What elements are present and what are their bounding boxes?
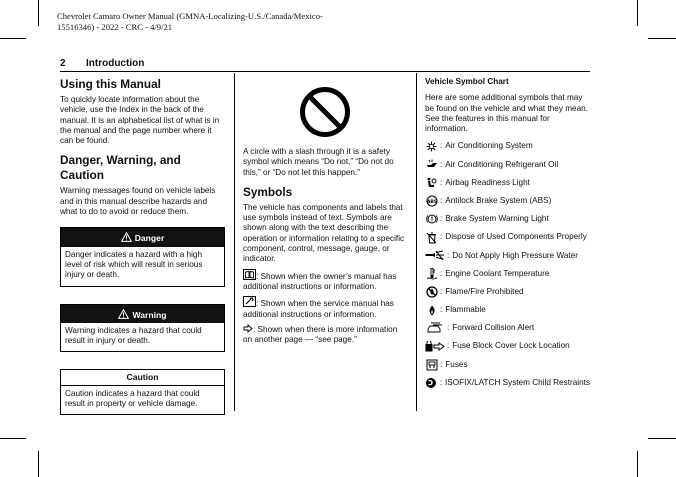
isofix-latch-icon <box>425 377 438 390</box>
using-manual-text: To quickly locate information about the vehicle, use the Index in the back of the manual. It is an alphabetical list of what is in the manual and the page number where it can be found. <box>60 95 220 146</box>
see-page-text: : Shown when there is more information on another page — “see page.” <box>243 324 398 345</box>
column-left <box>60 77 225 415</box>
symbol-row: : Engine Coolant Temperature <box>425 265 590 283</box>
crop-mark-top-right-h <box>648 38 676 39</box>
document-meta-line1: Chevrolet Camaro Owner Manual (GMNA-Localizing-U.S./Canada/Mexico- <box>57 11 323 21</box>
symbol-label: Engine Coolant Temperature <box>445 268 550 278</box>
symbol-label: Flame/Fire Prohibited <box>445 286 524 296</box>
crop-mark-bottom-left-v <box>38 451 39 477</box>
crop-mark-top-left-h <box>0 38 26 39</box>
warning-label: Warning <box>132 309 167 320</box>
forward-collision-icon <box>425 322 445 335</box>
symbol-label: Forward Collision Alert <box>452 323 535 333</box>
symbol-label: Dispose of Used Components Properly <box>445 232 587 242</box>
symbol-row: : Air Conditioning System <box>425 137 590 155</box>
document-meta-line2: 15516346) - 2022 - CRC - 4/9/21 <box>57 21 173 32</box>
danger-text: Danger indicates a hazard with a high level of risk which will result in serious injury or death. <box>65 249 203 280</box>
using-manual-heading: Using this Manual <box>60 77 161 91</box>
see-page-arrow-icon <box>243 324 253 333</box>
heading-rule <box>60 71 590 72</box>
page-number: 2 <box>60 58 66 69</box>
dwc-heading: Danger, Warning, and Caution <box>60 153 181 183</box>
symbol-label: Air Conditioning Refrigerant Oil <box>445 159 559 169</box>
danger-header <box>61 228 224 246</box>
service-manual-text: : Shown when the service manual has additional instructions or information. <box>243 299 394 319</box>
column-divider-1 <box>234 73 235 411</box>
symbol-row: : Brake System Warning Light <box>425 210 590 228</box>
symbol-row: : Airbag Readiness Light <box>425 174 590 192</box>
abs-icon <box>425 195 438 208</box>
symbols-text: The vehicle has components and labels that use symbols instead of text. Symbols are shown along with the text describing the operation or information relating to a specific component, control, message, gauge, or indicator. <box>243 202 405 264</box>
symbol-row: : ISOFIX/LATCH System Child Restraints <box>425 374 590 392</box>
page-heading <box>60 58 144 69</box>
crop-mark-bottom-left-h <box>0 438 26 439</box>
symbol-row: : Do Not Apply High Pressure Water <box>425 247 590 265</box>
danger-box <box>60 227 225 286</box>
warning-text: Warning indicates a hazard that could result in injury or death. <box>65 325 202 346</box>
symbol-row: : Forward Collision Alert <box>425 319 590 337</box>
ac-refrigerant-oil-icon <box>425 158 438 171</box>
brake-warning-icon <box>425 213 438 226</box>
symbol-label: Airbag Readiness Light <box>445 177 530 187</box>
no-high-pressure-water-icon <box>425 249 445 262</box>
prohibited-circle-icon <box>298 85 352 139</box>
symbol-label: Do Not Apply High Pressure Water <box>452 250 579 260</box>
crop-mark-top-right-v <box>637 0 638 26</box>
owner-manual-note <box>243 269 407 293</box>
document-meta <box>57 11 357 32</box>
symbol-label: Antilock Brake System (ABS) <box>445 195 552 205</box>
svg-text:ABS: ABS <box>426 199 437 205</box>
airbag-icon <box>425 176 438 189</box>
fuse-cover-icon <box>425 340 445 353</box>
crop-mark-bottom-right-h <box>648 438 676 439</box>
warning-triangle-icon <box>121 232 132 242</box>
symbol-row: ABS : Antilock Brake System (ABS) <box>425 192 590 210</box>
caution-header: Caution <box>61 370 224 385</box>
symbol-row: : Air Conditioning Refrigerant Oil <box>425 156 590 174</box>
coolant-temperature-icon <box>425 267 438 280</box>
symbol-label: Fuse Block Cover Lock Location <box>452 341 570 351</box>
owner-manual-text: : Shown when the owner’s manual has additional instructions or information. <box>243 271 397 291</box>
dispose-components-icon <box>425 231 438 244</box>
see-page-note <box>243 324 407 346</box>
symbols-heading: Symbols <box>243 184 293 199</box>
symbol-row: : Flame/Fire Prohibited <box>425 283 590 301</box>
symbol-label: Air Conditioning System <box>445 141 533 151</box>
symbol-label: Fuses <box>445 359 468 369</box>
symbol-row: : Fuses <box>425 356 590 374</box>
symbol-row: : Dispose of Used Components Properly <box>425 228 590 246</box>
warning-triangle-icon <box>118 309 129 319</box>
column-divider-2 <box>416 73 417 411</box>
circle-slash-text: A circle with a slash through it is a safety symbol which means “Do not,” “Do not do this,” or “Do not let this happen.” <box>243 147 394 177</box>
symbol-row: : Fuse Block Cover Lock Location <box>425 338 590 356</box>
service-manual-note <box>243 296 407 320</box>
owner-manual-icon <box>243 269 256 280</box>
crop-mark-bottom-right-v <box>637 451 638 477</box>
section-title: Introduction <box>86 58 145 69</box>
symbol-label: ISOFIX/LATCH System Child Restraints <box>445 377 590 387</box>
caution-box <box>60 369 225 415</box>
column-right <box>425 77 590 392</box>
warning-box <box>60 304 225 353</box>
column-middle <box>243 77 407 345</box>
symbol-row: : Flammable <box>425 301 590 319</box>
vehicle-symbol-chart-intro: Here are some additional symbols that may be found on the vehicle and what they mean. See the features in this manual for information. <box>425 93 588 134</box>
vehicle-symbol-chart-heading: Vehicle Symbol Chart <box>425 77 509 86</box>
no-flame-icon <box>425 286 438 299</box>
air-conditioning-icon <box>425 140 438 153</box>
crop-mark-top-left-v <box>38 0 39 26</box>
fuses-icon <box>425 358 438 371</box>
dwc-text: Warning messages found on vehicle labels and in this manual describe hazards and what to do to avoid or reduce them. <box>60 186 216 217</box>
caution-text: Caution indicates a hazard that could result in property or vehicle damage. <box>65 388 200 409</box>
service-manual-icon <box>243 296 256 307</box>
symbol-label: Brake System Warning Light <box>445 214 549 224</box>
warning-header <box>61 305 224 323</box>
flammable-icon <box>425 304 438 317</box>
symbol-label: Flammable <box>445 305 486 315</box>
danger-label: Danger <box>134 233 165 244</box>
